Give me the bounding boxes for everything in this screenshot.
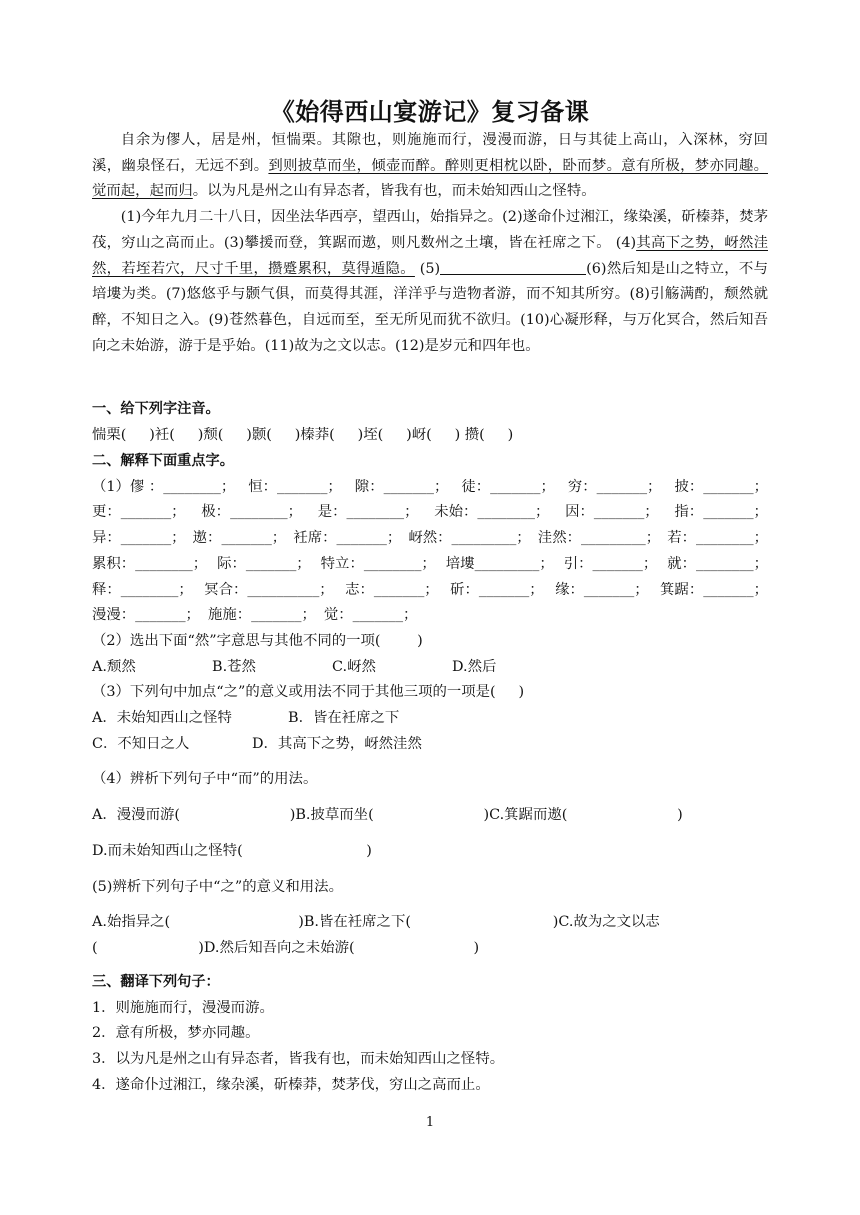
definition-item[interactable]: 未始：________；: [434, 504, 550, 521]
option-a[interactable]: A．未始知西山之怪特: [92, 710, 232, 727]
definition-row: [92, 578, 768, 604]
question-3-options-ab: [92, 706, 768, 732]
question-3: （3）下列句中加点“之”的意义或用法不同于其他三项的一项是( ): [92, 684, 525, 701]
definition-item[interactable]: 穷：_______；: [567, 478, 662, 495]
passage-paragraph-2: [92, 205, 768, 359]
passage-text: (6)然后知是山之特立，不与培塿为类。(7)悠悠乎与颢气俱，而莫得其涯，洋洋乎与造物者游，而不知其所穷。(8)引觞满酌，颓然就醉，不知日之入。(9)苍然暮色，自远而至，至无所见而犹不欲归。(10)心凝形释，与万化冥合，然后知吾向之未始游，游于是乎始。(11)故为之文以志。(12)是岁元和四年也。: [92, 260, 768, 354]
section-heading: 二、解释下面重点字。: [92, 453, 234, 469]
fill-blank-line[interactable]: [440, 260, 586, 275]
section-heading: 三、翻译下列句子：: [92, 974, 220, 990]
section-definitions: [92, 449, 768, 962]
definition-item[interactable]: 徒：_______；: [461, 478, 555, 495]
question-5-line-1[interactable]: A.始指异之( )B.皆在衽席之下( )C.故为之文以志: [92, 914, 660, 931]
definition-item[interactable]: 冥合：__________；: [204, 581, 334, 598]
option-d[interactable]: D.然后: [452, 658, 497, 675]
definition-row: [92, 526, 768, 552]
definition-item[interactable]: 衽席：_______；: [293, 530, 402, 547]
definition-item[interactable]: 特立：________；: [320, 555, 436, 572]
translation-item: 4．遂命仆过湘江，缘杂溪，斫榛莽，焚茅伐，穷山之高而止。: [92, 1076, 490, 1093]
definition-item[interactable]: 就：________；: [667, 555, 768, 572]
definition-item[interactable]: 培塿_________；: [445, 555, 554, 572]
definition-item[interactable]: 累积：________；: [92, 555, 208, 572]
option-c[interactable]: C．不知日之人: [92, 735, 190, 752]
question-4-line-2[interactable]: D.而未始知西山之怪特( ): [92, 842, 372, 859]
page-number: 1: [425, 1115, 435, 1130]
definition-item[interactable]: 漫漫：_______；: [92, 607, 200, 624]
passage-text: 自余为僇人，居是州，恒惴栗。其隙也，则施施而行，漫漫而游，日与其徒上高山，入深林，穷回溪，幽泉怪石，无远不到。: [92, 132, 768, 174]
question-5: (5)辨析下列句子中“之”的意义和用法。: [92, 878, 343, 895]
definition-item[interactable]: 隙：_______；: [354, 478, 449, 495]
translation-item: 2．意有所极，梦亦同趣。: [92, 1025, 260, 1042]
definition-item[interactable]: 际：_______；: [217, 555, 311, 572]
definition-item[interactable]: 若：________；: [667, 530, 768, 547]
definition-item[interactable]: 引：_______；: [563, 555, 658, 572]
definition-item[interactable]: 斫：_______；: [450, 581, 544, 598]
definition-item[interactable]: 恒：_______；: [248, 478, 342, 495]
definition-item[interactable]: 是：________；: [317, 504, 419, 521]
section-pronunciation: [92, 397, 768, 448]
definition-item[interactable]: 志：_______；: [345, 581, 439, 598]
question-4-line-1[interactable]: A．漫漫而游( )B.披草而坐( )C.箕踞而遨( ): [92, 807, 683, 824]
translation-item: 1．则施施而行，漫漫而游。: [92, 999, 274, 1016]
passage-text: (1)今年九月二十八日，因坐法华西亭，望西山，始指异之。(2)遂命仆过湘江，缘染溪，斫榛莽，焚茅茷，穷山之高而止。(3)攀援而登，箕踞而遨，则凡数州之土壤，皆在衽席之下。 (4): [92, 209, 768, 251]
definition-item[interactable]: 遨：_______；: [192, 530, 287, 547]
definition-item[interactable]: 异：_______；: [92, 530, 186, 547]
question-4: （4）辨析下列句子中“而”的用法。: [92, 771, 318, 788]
definition-item[interactable]: 箕踞：_______；: [660, 581, 768, 598]
option-a[interactable]: A.颓然: [92, 658, 136, 675]
translation-item: 3．以为凡是州之山有异态者，皆我有也，而未始知西山之怪特。: [92, 1051, 505, 1068]
definition-item[interactable]: 因：_______；: [565, 504, 659, 521]
definition-item[interactable]: 极：________；: [201, 504, 303, 521]
definition-item[interactable]: 觉：_______；: [323, 607, 418, 624]
question-2-options: [92, 655, 768, 681]
question-3-options-cd: [92, 732, 768, 758]
page-title: 《始得西山宴游记》复习备课: [270, 98, 590, 126]
section-translation: [92, 970, 768, 1099]
underlined-sentence: 到则披草而坐，倾壶而醉。醉则更相枕以卧，卧而梦。意有所极，梦亦同趣。觉而起，起而归: [92, 157, 768, 200]
option-c[interactable]: C.岈然: [332, 658, 376, 675]
question-2: （2）选出下面“然”字意思与其他不同的一项( ): [92, 632, 423, 649]
question-5-line-2[interactable]: ( )D.然后知吾向之未始游( ): [92, 939, 480, 956]
passage-paragraph-1: [92, 128, 768, 205]
option-b[interactable]: B.苍然: [212, 658, 256, 675]
passage: [92, 128, 768, 359]
option-b[interactable]: B．皆在衽席之下: [288, 710, 400, 727]
definition-row: [92, 552, 768, 578]
option-d[interactable]: D．其高下之势，岈然洼然: [252, 735, 422, 752]
definition-row: [92, 475, 768, 501]
definition-item[interactable]: 洼然：_________；: [537, 530, 661, 547]
definition-row: [92, 500, 768, 526]
definition-item[interactable]: 缘：_______；: [555, 581, 649, 598]
definition-row: [92, 603, 768, 629]
definition-item[interactable]: 披：_______；: [674, 478, 768, 495]
definition-item[interactable]: 更：_______；: [92, 504, 186, 521]
passage-text: 。以为凡是州之山有异态者，皆我有也，而未始知西山之怪特。: [192, 183, 596, 200]
definition-item[interactable]: 指：_______；: [674, 504, 768, 521]
pronunciation-line[interactable]: 惴栗( )衽( )颓( )颢( )榛莽( )垤( )岈( ) 攒( ): [92, 426, 514, 443]
definition-item[interactable]: 施施：_______；: [207, 607, 316, 624]
underlined-sentence: 其高下之势，岈然洼然，若垤若穴，尺寸千里，攒蹙累积，莫得遁隐。: [92, 234, 768, 277]
definition-item[interactable]: 释：________；: [92, 581, 193, 598]
section-heading: 一、给下列字注音。: [92, 401, 220, 417]
passage-text: (5): [414, 260, 441, 277]
definition-item[interactable]: （1）僇 ：________；: [92, 478, 236, 495]
definition-item[interactable]: 岈然：_________；: [408, 530, 531, 547]
